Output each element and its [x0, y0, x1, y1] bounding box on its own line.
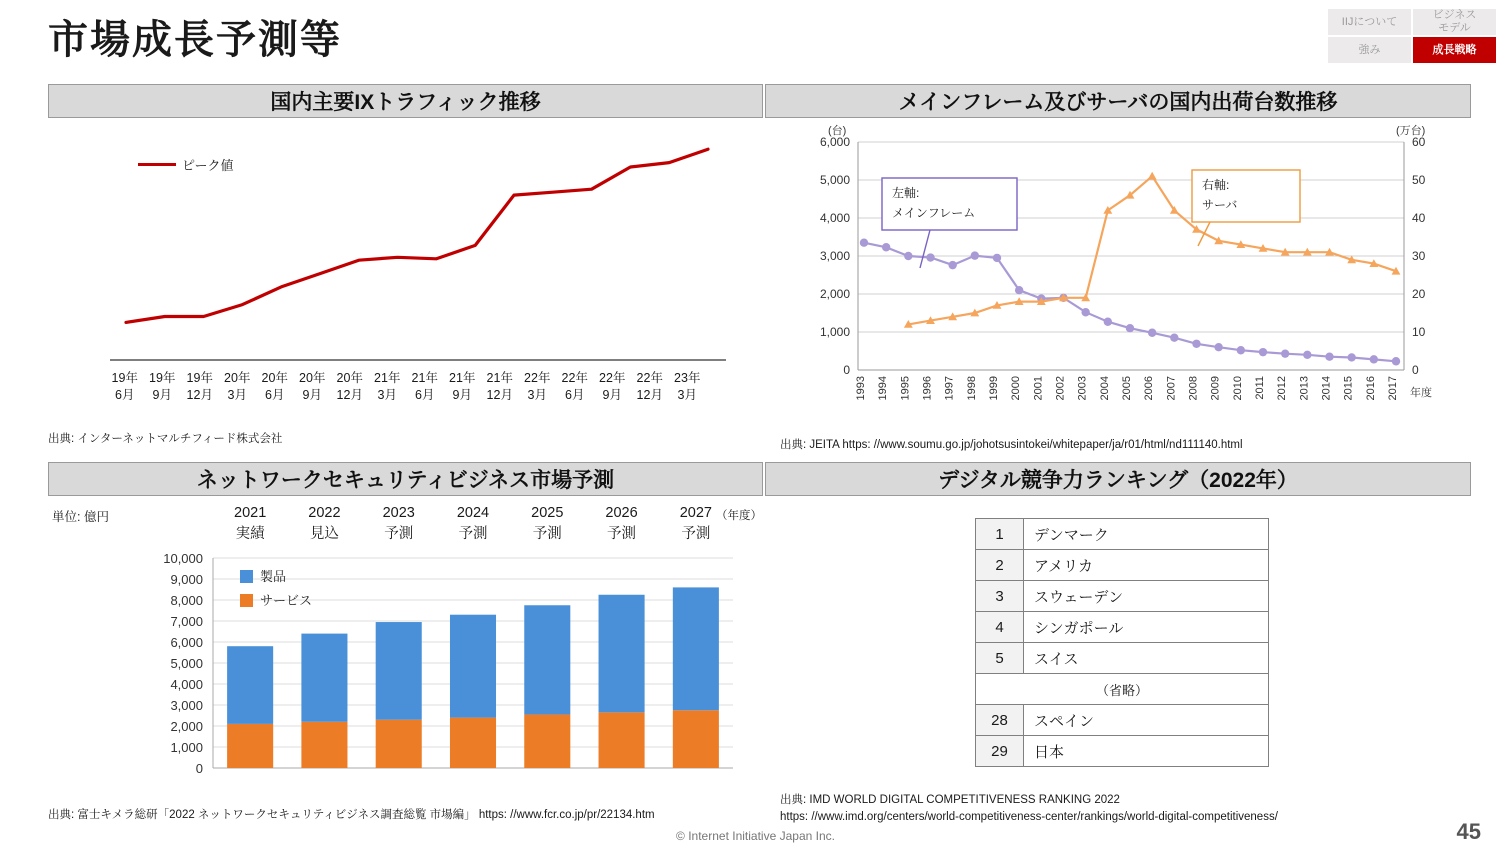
ix-x-tick: 22年 12月	[636, 371, 663, 402]
svg-text:1997: 1997	[943, 376, 956, 401]
security-year-header: 2027 予測	[679, 505, 712, 543]
svg-text:2000: 2000	[1010, 376, 1023, 401]
svg-text:0: 0	[843, 363, 850, 377]
nav-tab-business-model[interactable]	[1412, 8, 1497, 36]
svg-text:3,000: 3,000	[170, 698, 203, 713]
table-row	[976, 674, 1269, 705]
svg-text:10,000: 10,000	[163, 551, 203, 566]
ix-x-tick: 21年 9月	[449, 371, 476, 402]
ix-x-tick: 23年 3月	[674, 371, 701, 402]
svg-text:5,000: 5,000	[819, 173, 850, 187]
ix-x-tick: 22年 9月	[599, 371, 626, 402]
security-year-header: 2022 見込	[308, 505, 341, 543]
ranking-country-cell: スウェーデン	[1024, 581, 1269, 612]
svg-text:4,000: 4,000	[819, 211, 850, 225]
svg-text:2005: 2005	[1121, 376, 1133, 401]
svg-text:2003: 2003	[1076, 376, 1089, 401]
panel-title-security: ネットワークセキュリティビジネス市場予測	[48, 462, 763, 496]
ranking-rank-cell: 29	[976, 736, 1024, 767]
table-row	[976, 736, 1269, 767]
svg-text:製品: 製品	[260, 569, 287, 584]
copyright-footer: © Internet Initiative Japan Inc.	[676, 829, 835, 843]
svg-text:2002: 2002	[1054, 376, 1067, 401]
digital-ranking-table	[975, 518, 1269, 767]
svg-text:1998: 1998	[965, 376, 978, 401]
svg-text:1996: 1996	[921, 376, 934, 401]
ranking-rank-cell: 3	[976, 581, 1024, 612]
ranking-omitted-row: （省略）	[976, 674, 1269, 705]
svg-text:0: 0	[1412, 363, 1419, 377]
nav-tab-strength[interactable]: 強み	[1327, 36, 1412, 64]
ranking-rank-cell: 4	[976, 612, 1024, 643]
svg-text:1,000: 1,000	[170, 740, 203, 755]
svg-text:2006: 2006	[1143, 376, 1156, 401]
table-row	[976, 550, 1269, 581]
mainframe-server-plot	[780, 120, 1470, 415]
svg-text:1993: 1993	[855, 376, 867, 401]
svg-text:メインフレーム: メインフレーム	[892, 206, 976, 220]
ranking-country-cell: スペイン	[1024, 705, 1269, 736]
ranking-country-cell: デンマーク	[1024, 519, 1269, 550]
ix-x-tick: 21年 6月	[411, 371, 438, 402]
table-row	[976, 705, 1269, 736]
ranking-rank-cell: 2	[976, 550, 1024, 581]
svg-text:年度: 年度	[1410, 387, 1432, 399]
source-security: 出典: 富士キメラ総研「2022 ネットワークセキュリティビジネス調査総覧 市場編」 https: //www.fcr.co.jp/pr/22134.htm	[48, 809, 655, 821]
panel-title-mainframe: メインフレーム及びサーバの国内出荷台数推移	[765, 84, 1471, 118]
svg-text:右軸:: 右軸:	[1202, 178, 1230, 192]
legend-label-peak: ピーク値	[182, 158, 234, 173]
svg-text:5,000: 5,000	[170, 656, 203, 671]
security-year-header: 2023 予測	[382, 505, 415, 543]
security-year-header: 2025 予測	[531, 505, 564, 543]
ix-x-tick: 19年 6月	[111, 371, 138, 402]
ranking-rank-cell: 28	[976, 705, 1024, 736]
svg-text:1,000: 1,000	[819, 325, 850, 339]
ix-x-tick: 21年 12月	[486, 371, 513, 402]
ix-x-tick: 19年 12月	[186, 371, 213, 402]
svg-text:(台): (台)	[828, 125, 847, 137]
svg-text:0: 0	[195, 761, 203, 776]
svg-text:2011: 2011	[1254, 376, 1266, 400]
svg-text:3,000: 3,000	[819, 249, 850, 263]
svg-text:1999: 1999	[988, 376, 1000, 401]
ranking-country-cell: スイス	[1024, 643, 1269, 674]
panel-title-ix: 国内主要IXトラフィック推移	[48, 84, 763, 118]
ix-x-tick: 22年 6月	[561, 371, 588, 402]
ix-x-axis-labels	[106, 370, 706, 404]
ranking-country-cell: 日本	[1024, 736, 1269, 767]
svg-text:サーバ: サーバ	[1202, 198, 1238, 212]
table-row	[976, 581, 1269, 612]
svg-text:2014: 2014	[1320, 376, 1333, 401]
security-market-plot	[48, 550, 763, 790]
panel-title-ranking: デジタル競争力ランキング（2022年）	[765, 462, 1471, 496]
svg-text:30: 30	[1412, 249, 1426, 263]
svg-text:2012: 2012	[1276, 375, 1289, 401]
svg-text:9,000: 9,000	[170, 572, 203, 587]
ix-x-tick: 22年 3月	[524, 371, 551, 402]
svg-text:2007: 2007	[1165, 376, 1178, 401]
svg-text:サービス: サービス	[260, 593, 313, 608]
ranking-country-cell: アメリカ	[1024, 550, 1269, 581]
security-year-header: 2024 予測	[456, 505, 490, 543]
unit-label-security: 単位: 億円	[52, 510, 109, 524]
source-ix: 出典: インターネットマルチフィード株式会社	[48, 433, 283, 445]
chart-mainframe-server	[780, 120, 1470, 420]
table-row	[976, 612, 1269, 643]
source-ranking-line1: 出典: IMD WORLD DIGITAL COMPETITIVENESS RANKING 2022	[780, 794, 1120, 806]
svg-text:2017: 2017	[1387, 376, 1399, 401]
svg-text:6,000: 6,000	[170, 635, 203, 650]
section-nav	[1327, 8, 1497, 64]
chart-security-market	[48, 495, 763, 795]
ranking-rank-cell: 1	[976, 519, 1024, 550]
ix-x-tick: 21年 3月	[374, 371, 401, 402]
ix-x-tick: 19年 9月	[149, 371, 176, 402]
svg-text:2004: 2004	[1098, 376, 1111, 401]
table-row	[976, 519, 1269, 550]
svg-text:6,000: 6,000	[819, 135, 850, 149]
svg-text:7,000: 7,000	[170, 614, 203, 629]
svg-text:2,000: 2,000	[170, 719, 203, 734]
svg-text:(万台): (万台)	[1396, 125, 1426, 137]
svg-text:2,000: 2,000	[819, 287, 850, 301]
ranking-rank-cell: 5	[976, 643, 1024, 674]
nav-tab-business-model-label: ビジネス モデル	[1432, 9, 1477, 34]
security-year-headers	[213, 503, 733, 545]
svg-text:2008: 2008	[1187, 376, 1200, 401]
ranking-country-cell: シンガポール	[1024, 612, 1269, 643]
svg-text:2001: 2001	[1032, 376, 1045, 401]
svg-text:2013: 2013	[1298, 376, 1311, 401]
ix-x-tick: 20年 12月	[336, 371, 363, 402]
svg-text:8,000: 8,000	[170, 593, 203, 608]
ix-x-tick: 20年 9月	[299, 371, 326, 402]
source-ranking-line2: https: //www.imd.org/centers/world-competitiveness-center/rankings/world-digital-competitiveness/	[780, 811, 1278, 823]
svg-text:2016: 2016	[1364, 376, 1377, 401]
svg-text:左軸:: 左軸:	[892, 186, 920, 200]
page-number: 45	[1456, 819, 1481, 844]
svg-text:4,000: 4,000	[170, 677, 203, 692]
svg-text:10: 10	[1412, 325, 1426, 339]
security-year-header: 2026 予測	[605, 505, 638, 543]
legend-ix	[138, 155, 233, 174]
security-year-header: 2021 実績	[234, 505, 267, 543]
ix-x-tick: 20年 3月	[224, 371, 251, 402]
svg-text:2009: 2009	[1209, 376, 1222, 401]
svg-text:2015: 2015	[1342, 376, 1355, 401]
source-mainframe: 出典: JEITA https: //www.soumu.go.jp/johotsusintokei/whitepaper/ja/r01/html/nd111140.html	[780, 439, 1243, 451]
nav-tab-growth-strategy[interactable]: 成長戦略	[1412, 36, 1497, 64]
ix-x-tick: 20年 6月	[261, 371, 288, 402]
svg-text:40: 40	[1412, 211, 1426, 225]
security-xaxis-note: （年度）	[716, 510, 762, 522]
legend-line-swatch	[138, 163, 176, 166]
svg-text:1995: 1995	[899, 376, 912, 401]
page-title: 市場成長予測等	[48, 18, 342, 62]
chart-ix-traffic	[48, 120, 763, 430]
svg-text:2010: 2010	[1231, 376, 1244, 401]
svg-text:60: 60	[1412, 135, 1426, 149]
svg-text:50: 50	[1412, 173, 1426, 187]
nav-tab-about[interactable]: IIJについて	[1327, 8, 1412, 36]
svg-text:20: 20	[1412, 287, 1426, 301]
svg-text:1994: 1994	[877, 376, 890, 401]
table-row	[976, 643, 1269, 674]
